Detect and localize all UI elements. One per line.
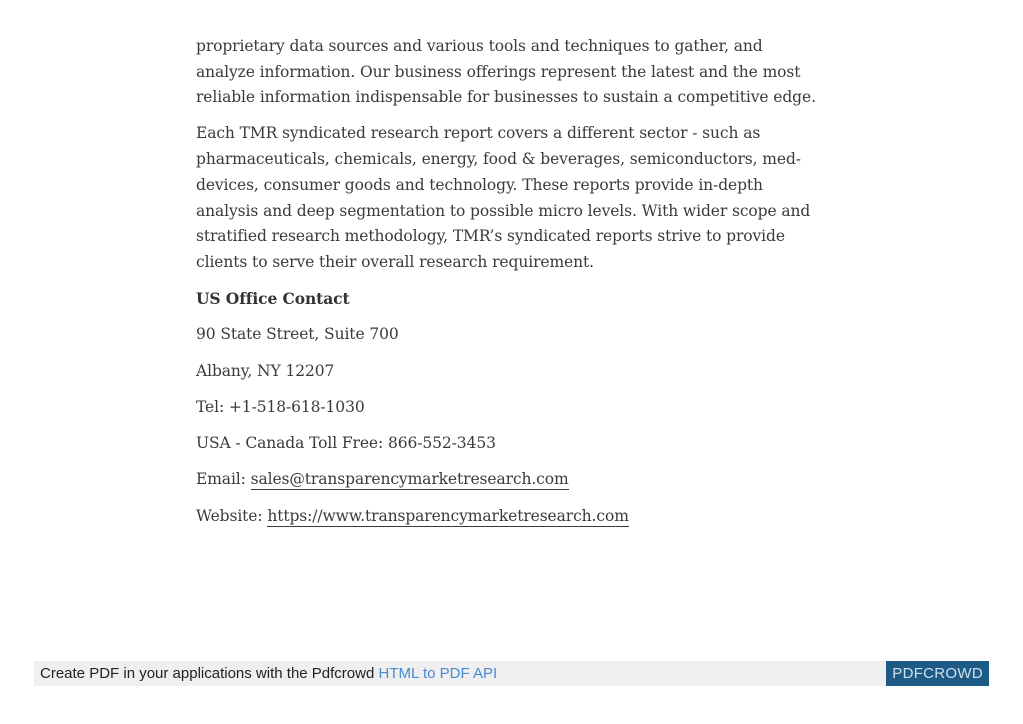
email-label: Email: xyxy=(196,470,251,489)
telephone: Tel: +1-518-618-1030 xyxy=(196,397,365,416)
footer-text-line xyxy=(40,661,497,686)
address-line-1: 90 State Street, Suite 700 xyxy=(196,325,399,344)
pdfcrowd-brand-button[interactable]: PDFCROWD xyxy=(886,661,989,686)
document-content xyxy=(196,34,816,540)
email-link[interactable]: sales@transparencymarketresearch.com xyxy=(250,470,569,489)
body-paragraph-1: proprietary data sources and various tools and techniques to gather, and analyze information. Our business offerings represent the latest and the most reliable information indispensable for businesses to sustain a competitive edge. xyxy=(196,37,816,107)
website-link[interactable]: https://www.transparencymarketresearch.com xyxy=(267,506,629,525)
contact-heading: US Office Contact xyxy=(196,288,350,308)
toll-free-number: USA - Canada Toll Free: 866-552-3453 xyxy=(196,434,496,453)
address-line-2: Albany, NY 12207 xyxy=(196,361,335,380)
website-label: Website: xyxy=(196,506,268,525)
body-paragraph-2: Each TMR syndicated research report covers a different sector - such as pharmaceuticals, chemicals, energy, food & beverages, semiconductors, med-devices, consumer goods and technology. These reports provide in-depth analysis and deep segmentation to possible micro levels. With wider scope and stratified research methodology, TMR’s syndicated reports strive to provide clients to serve their overall research requirement. xyxy=(196,124,811,271)
footer-text: Create PDF in your applications with the Pdfcrowd xyxy=(40,665,379,682)
website-line xyxy=(196,504,816,530)
html-to-pdf-api-link[interactable]: HTML to PDF API xyxy=(378,665,498,682)
email-line xyxy=(196,467,816,493)
pdfcrowd-footer xyxy=(34,661,989,686)
